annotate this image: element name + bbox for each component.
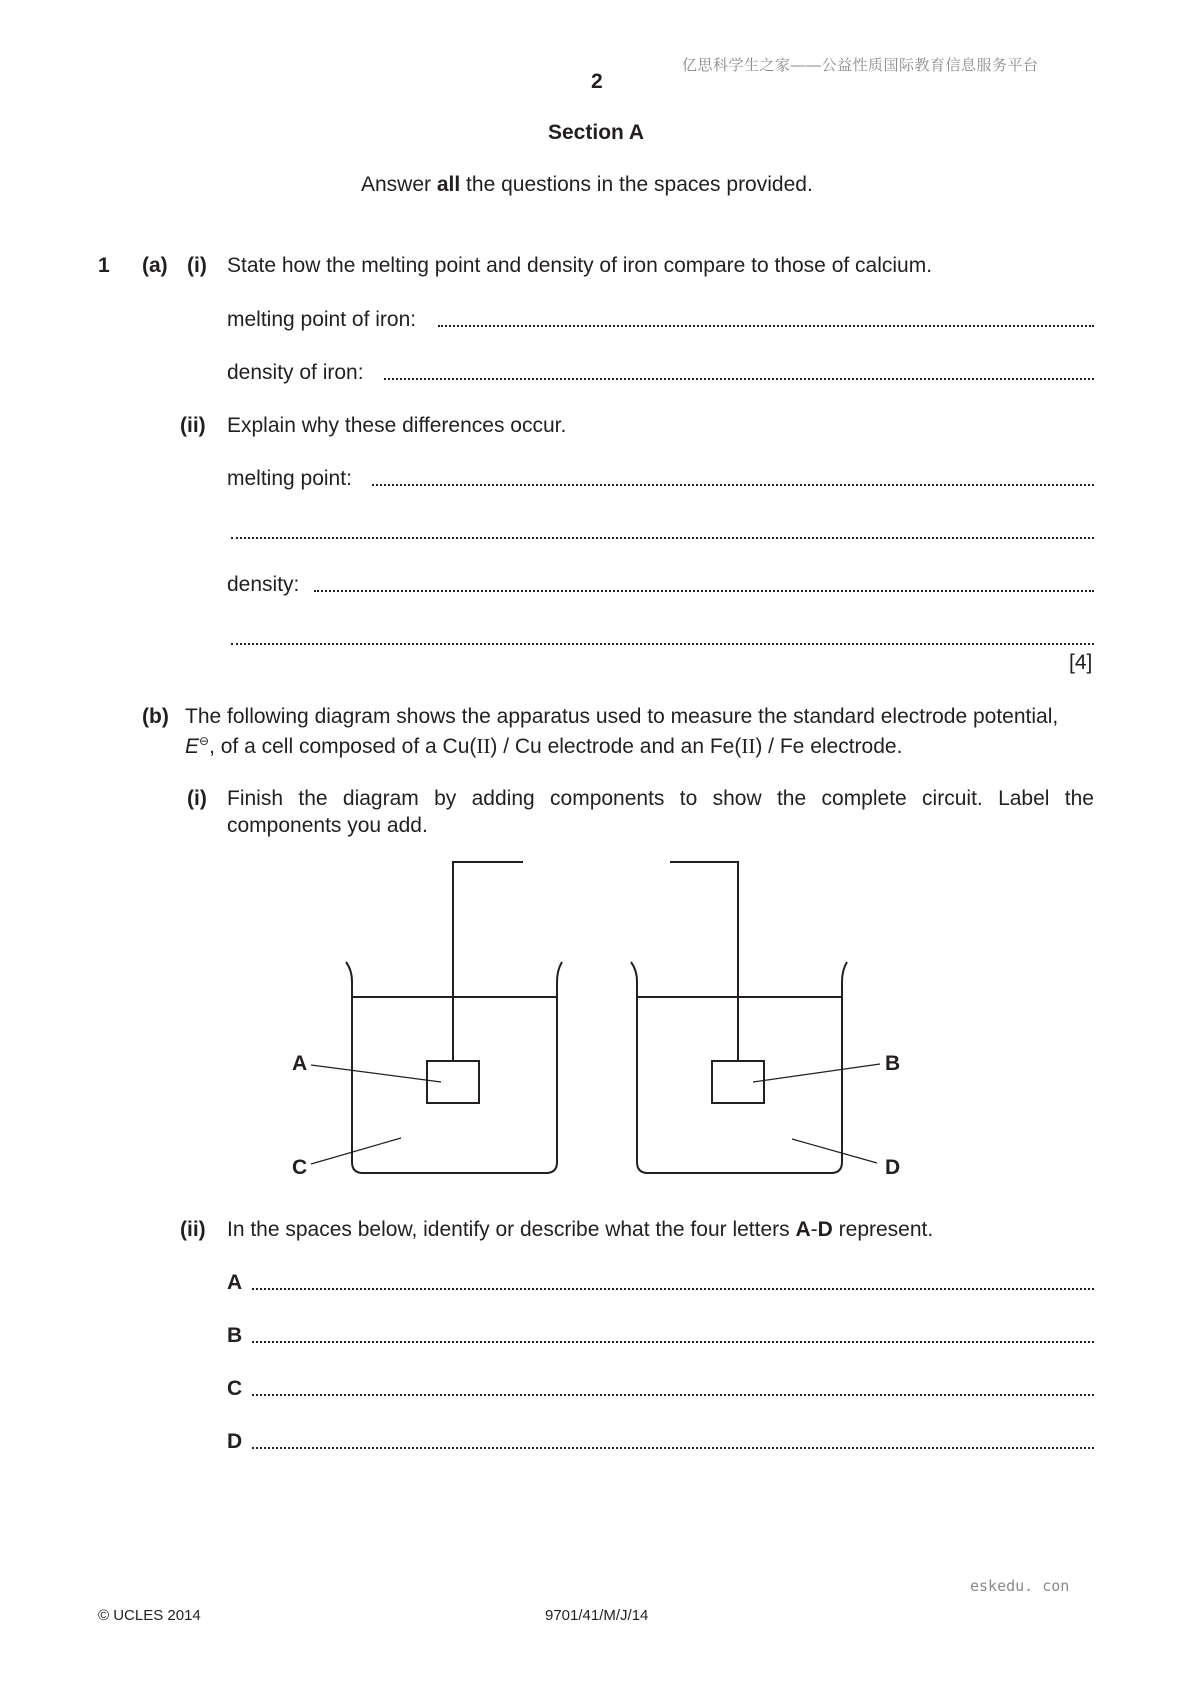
roman-numeral-fe: II	[741, 734, 756, 758]
section-title: Section A	[548, 121, 645, 144]
part-b-i-label: (i)	[187, 787, 207, 810]
density-label: density:	[227, 573, 300, 596]
diagram-label-d: D	[885, 1156, 901, 1179]
answer-line-b[interactable]	[252, 1341, 1094, 1343]
part-b-ii-text-post: represent.	[832, 1218, 934, 1241]
part-b-i-text-line1: Finish the diagram by adding components to show the complete circuit. Label the	[227, 787, 1094, 810]
diagram-label-a: A	[292, 1052, 308, 1075]
left-wire	[453, 862, 523, 1061]
label-line-c	[311, 1138, 401, 1164]
answer-line-d[interactable]	[252, 1447, 1094, 1449]
copyright: © UCLES 2014	[98, 1607, 201, 1624]
page-number: 2	[591, 70, 603, 93]
top-watermark: 亿思科学生之家——公益性质国际教育信息服务平台	[682, 57, 1039, 74]
answer-label-a: A	[227, 1271, 243, 1294]
left-electrode	[427, 1061, 479, 1103]
answer-line-c[interactable]	[252, 1394, 1094, 1396]
paper-code: 9701/41/M/J/14	[545, 1607, 649, 1624]
part-a-ii-label: (ii)	[180, 414, 206, 437]
part-b-label: (b)	[142, 705, 169, 728]
part-b-ii-text-pre: In the spaces below, identify or describe what the four letters	[227, 1218, 796, 1241]
part-b-text-2c: ) / Fe electrode.	[755, 735, 903, 758]
part-a-i-label: (i)	[187, 254, 207, 277]
standard-symbol: ⊖	[199, 734, 210, 748]
melting-point-label: melting point:	[227, 467, 352, 490]
diagram-label-c: C	[292, 1156, 308, 1179]
label-line-b	[753, 1064, 880, 1082]
melting-point-iron-label: melting point of iron:	[227, 308, 417, 331]
part-a-ii-text: Explain why these differences occur.	[227, 414, 567, 437]
part-b-text-2a: , of a cell composed of a Cu(	[209, 735, 477, 758]
part-b-ii-label: (ii)	[180, 1218, 206, 1241]
answer-line-a[interactable]	[252, 1288, 1094, 1290]
instruction-bold: all	[436, 173, 461, 196]
right-wire	[670, 862, 738, 1061]
instruction-pre: Answer	[361, 173, 437, 196]
part-b-text-2b: ) / Cu electrode and an Fe(	[490, 735, 742, 758]
diagram-label-b: B	[885, 1052, 901, 1075]
part-b-i-text-line2: components you add.	[227, 814, 428, 837]
instruction-post: the questions in the spaces provided.	[460, 173, 813, 196]
part-b-text-line1: The following diagram shows the apparatus used to measure the standard electrode potential,	[185, 705, 1059, 728]
marks: [4]	[1069, 651, 1093, 674]
part-b-ii-bold-d: D	[817, 1218, 833, 1241]
part-b-ii-dash: -	[810, 1218, 818, 1241]
part-a-i-text: State how the melting point and density of iron compare to those of calcium.	[227, 254, 933, 277]
density-iron-label: density of iron:	[227, 361, 364, 384]
part-a-label: (a)	[142, 254, 168, 277]
roman-numeral-cu: II	[476, 734, 491, 758]
label-line-d	[792, 1139, 877, 1163]
e-symbol: E	[185, 735, 200, 758]
label-line-a	[311, 1065, 441, 1082]
answer-label-c: C	[227, 1377, 243, 1400]
bottom-watermark: eskedu. con	[970, 1577, 1070, 1595]
answer-label-b: B	[227, 1324, 243, 1347]
part-b-ii-text	[227, 1218, 933, 1242]
answer-label-d: D	[227, 1430, 243, 1453]
part-b-ii-bold-a: A	[795, 1218, 811, 1241]
question-number: 1	[98, 254, 110, 277]
